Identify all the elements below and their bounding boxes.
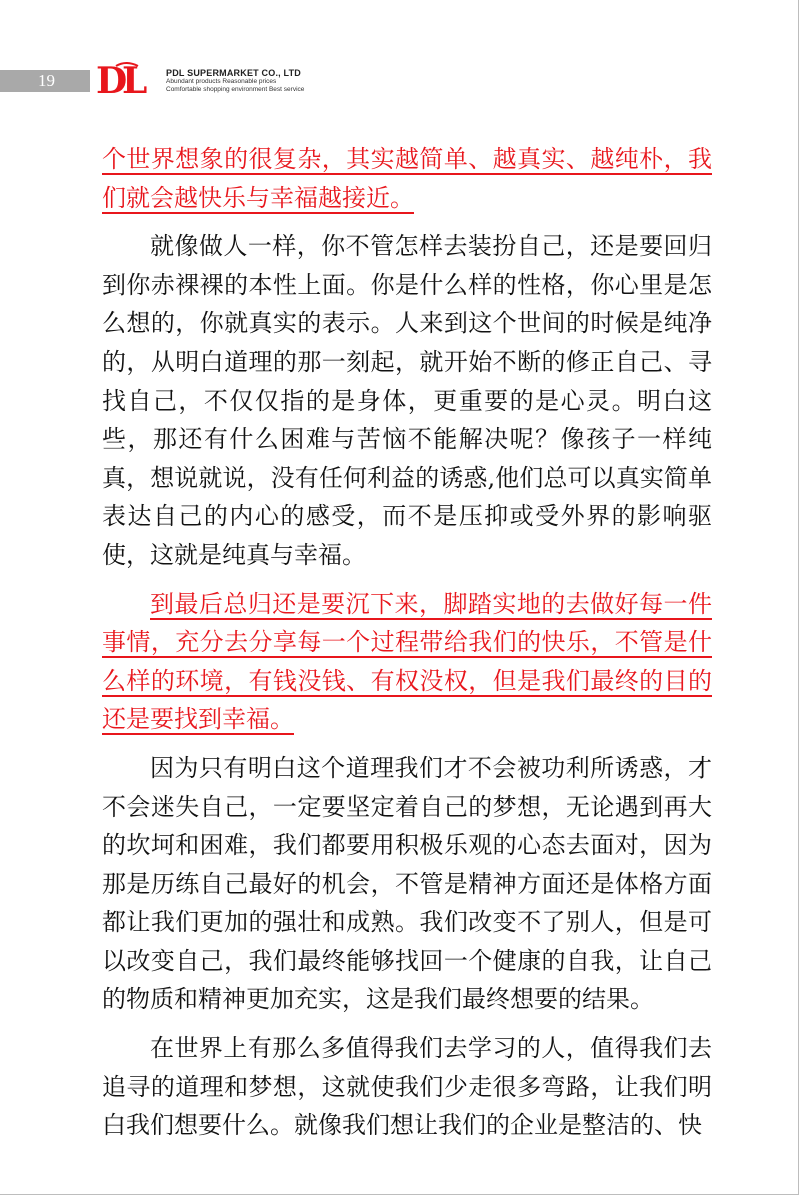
svg-text:L: L — [122, 60, 148, 98]
company-tagline-2: Comfortable shopping environment Best service — [166, 86, 305, 93]
page-number: 19 — [38, 71, 55, 90]
highlight-text: 个世界想象的很复杂，其实越简单、越真实、越纯朴，我们就会越快乐与幸福越接近。 — [102, 145, 712, 212]
paragraph: 因为只有明白这个道理我们才不会被功利所诱惑，才不会迷失自己，一定要坚定着自己的梦想，无论遇到再大的坎坷和困难，我们都要用积极乐观的心态去面对，因为那是历练自己最好的机会，不管是精神方面还是体格方面都让我们更加的强壮和成熟。我们改变不了别人，但是可以改变自己，我们最终能够找回一个健康的自我，让自己的物质和精神更加充实，这是我们最终想要的结果。 — [102, 753, 712, 1014]
paragraph: 在世界上有那么多值得我们去学习的人，值得我们去追寻的道理和梦想，这就使我们少走很多弯路，让我们明白我们想要什么。就像我们想让我们的企业是整洁的、快 — [102, 1034, 712, 1140]
company-tagline-1: Abundant products Reasonable prices — [166, 78, 277, 85]
svg-text:D: D — [96, 60, 128, 98]
highlight-text: 到最后总归还是要沉下来，脚踏实地的去做好每一件事情，充分去分享每一个过程带给我们的快乐，不管是什么样的环境，有钱没钱、有权没权，但是我们最终的目的还是要找到幸福。 — [102, 589, 712, 734]
paragraph: 就像做人一样，你不管怎样去装扮自己，还是要回归到你赤裸裸的本性上面。你是什么样的性格，你心里是怎么想的，你就真实的表示。人来到这个世间的时候是纯净的，从明白道理的那一刻起，就开始不断的修正自己、寻找自己，不仅仅指的是身体，更重要的是心灵。明白这些，那还有什么困难与苦恼不能解决呢？像孩子一样纯真，想说就说，没有任何利益的诱惑,他们总可以真实简单表达自己的内心的感受，而不是压抑或受外界的影响驱使，这就是纯真与幸福。 — [102, 232, 712, 569]
body-text — [102, 140, 712, 1155]
highlight-paragraph — [102, 140, 712, 217]
company-name: PDL SUPERMARKET CO., LTD — [166, 68, 301, 78]
dl-logo-icon — [96, 60, 156, 98]
highlight-paragraph — [102, 585, 712, 739]
company-block — [166, 68, 304, 94]
